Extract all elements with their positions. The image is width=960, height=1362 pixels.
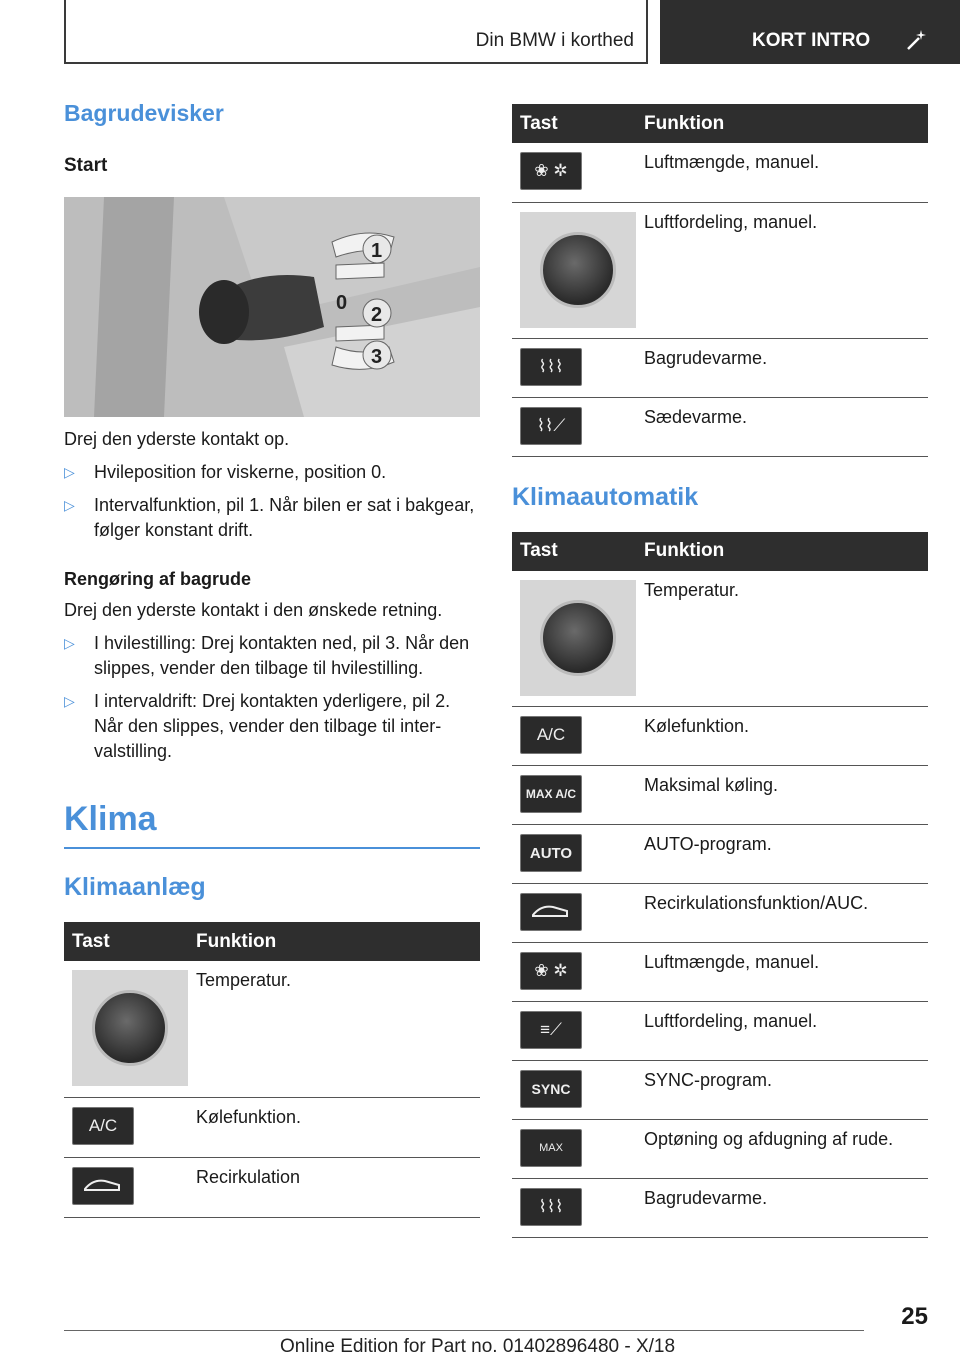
column-header-funktion: Funktion [636, 532, 928, 571]
table-cell-function: Sædevarme. [636, 397, 928, 456]
photo-label-1: 1 [371, 240, 383, 262]
column-header-tast: Tast [512, 532, 636, 571]
table-cell-function: AUTO-program. [636, 825, 928, 884]
table-cell-function: Temperatur. [636, 571, 928, 707]
table-row [512, 571, 928, 707]
subsection-start: Start [64, 155, 108, 176]
table-cell-function: Optøning og afdugning af rude. [636, 1120, 928, 1179]
table-cell-function: Luftmængde, manuel. [636, 943, 928, 1002]
table-row [512, 825, 928, 884]
table-cell-function: Recirkulationsfunktion/AUC. [636, 884, 928, 943]
table-row [512, 143, 928, 202]
table-row [512, 1061, 928, 1120]
auto-button-icon: AUTO [520, 834, 582, 872]
header-chapter-title: Din BMW i korthed [475, 30, 634, 51]
ac-button-icon: A/C [520, 716, 582, 754]
table-row [512, 1002, 928, 1061]
max-defrost-button-icon: MAX [520, 1129, 582, 1167]
table-row [64, 961, 480, 1097]
header-section-tab[interactable] [660, 0, 960, 64]
list-item-text: Hvileposition for viskerne, position 0. [94, 462, 387, 482]
recirculation-auc-button-icon [520, 893, 582, 931]
table-cell-function: Temperatur. [188, 961, 480, 1097]
klimaanlaeg-table [64, 922, 480, 1218]
table-cell-function: Luftfordeling, manuel. [636, 202, 928, 338]
intro-text: Drej den yderste kontakt op. [64, 429, 290, 449]
list-item-text: I intervaldrift: Drej kontakten yderligere, pil 2. Når den slippes, vender den tilbage til intervalstilling. [94, 691, 451, 761]
list-item [64, 689, 480, 764]
heading-rule [64, 847, 480, 849]
rear-defrost-button-icon: ⌇⌇⌇ [520, 348, 582, 386]
left-column [64, 100, 480, 1218]
photo-label-3: 3 [371, 346, 383, 368]
table-row [512, 338, 928, 397]
photo-label-0: 0 [336, 292, 348, 314]
temperature-dial-icon [72, 970, 188, 1086]
air-distribution-button-icon: ≡⟋ [520, 1011, 582, 1049]
list-item [64, 493, 480, 543]
table-row [512, 397, 928, 456]
footer-rule [64, 1330, 864, 1331]
rengoring-text: Drej den yderste kontakt i den ønskede retning. [64, 600, 443, 620]
section-title-klimaautomatik: Klimaautomatik [512, 482, 699, 511]
sync-button-icon: SYNC [520, 1070, 582, 1108]
photo-label-2: 2 [371, 304, 383, 326]
table-row [512, 1120, 928, 1179]
rear-defrost-button-icon: ⌇⌇⌇ [520, 1188, 582, 1226]
table-cell-function: Luftmængde, manuel. [636, 143, 928, 202]
bullet-triangle-icon: ▷ [64, 497, 75, 513]
section-title-bagrudevisker: Bagrudevisker [64, 100, 224, 126]
fan-button-icon: ❀ ✲ [520, 952, 582, 990]
list-item-text: I hvilestilling: Drej kontakten ned, pil 3. Når den slippes, vender den tilbage til hvilestilling. [94, 633, 470, 678]
magic-wand-icon [905, 28, 929, 52]
wiper-stalk-illustration [64, 197, 480, 417]
table-row [512, 884, 928, 943]
table-cell-function: Bagrudevarme. [636, 338, 928, 397]
chapter-title-klima: Klima [64, 800, 157, 838]
table-row [512, 202, 928, 338]
column-header-tast: Tast [64, 922, 188, 961]
subsection-rengoring: Rengøring af bagrude [64, 569, 252, 589]
footer-edition: Online Edition for Part no. 01402896480 - X/18 [280, 1336, 676, 1357]
table-cell-function: Kølefunktion. [636, 707, 928, 766]
recirculation-button-icon [72, 1167, 134, 1205]
wiper-switch-photo [64, 197, 480, 417]
table-cell-function: SYNC-program. [636, 1061, 928, 1120]
fan-button-icon: ❀ ✲ [520, 152, 582, 190]
table-cell-function: Maksimal køling. [636, 766, 928, 825]
temperature-dial-icon [520, 580, 636, 696]
right-column [512, 104, 928, 1238]
table-row [512, 943, 928, 1002]
header-section-title: KORT INTRO [752, 30, 871, 51]
table-cell-function: Luftfordeling, manuel. [636, 1002, 928, 1061]
table-cell-function: Bagrudevarme. [636, 1179, 928, 1238]
column-header-funktion: Funktion [636, 104, 928, 143]
table-row [512, 707, 928, 766]
list-item [64, 460, 480, 485]
column-header-tast: Tast [512, 104, 636, 143]
ac-button-icon: A/C [72, 1107, 134, 1145]
page-number: 25 [901, 1303, 928, 1330]
table-row [512, 1179, 928, 1238]
klimaautomatik-table [512, 532, 928, 1239]
list-item-text: Intervalfunktion, pil 1. Når bilen er sat i bakgear, følger konstant drift. [94, 495, 475, 540]
bullet-triangle-icon: ▷ [64, 464, 75, 480]
max-ac-button-icon: MAX A/C [520, 775, 582, 813]
table-row [64, 1157, 480, 1217]
klima-table-continued [512, 104, 928, 457]
bullet-triangle-icon: ▷ [64, 693, 75, 709]
table-row [64, 1097, 480, 1157]
seat-heating-button-icon: ⌇⌇⟋ [520, 407, 582, 445]
air-distribution-dial-icon [520, 212, 636, 328]
table-cell-function: Kølefunktion. [188, 1097, 480, 1157]
column-header-funktion: Funktion [188, 922, 480, 961]
bullet-triangle-icon: ▷ [64, 635, 75, 651]
list-item [64, 631, 480, 681]
header-chapter-box [64, 0, 648, 64]
table-cell-function: Recirkulation [188, 1157, 480, 1217]
section-title-klimaanlaeg: Klimaanlæg [64, 873, 206, 901]
table-row [512, 766, 928, 825]
